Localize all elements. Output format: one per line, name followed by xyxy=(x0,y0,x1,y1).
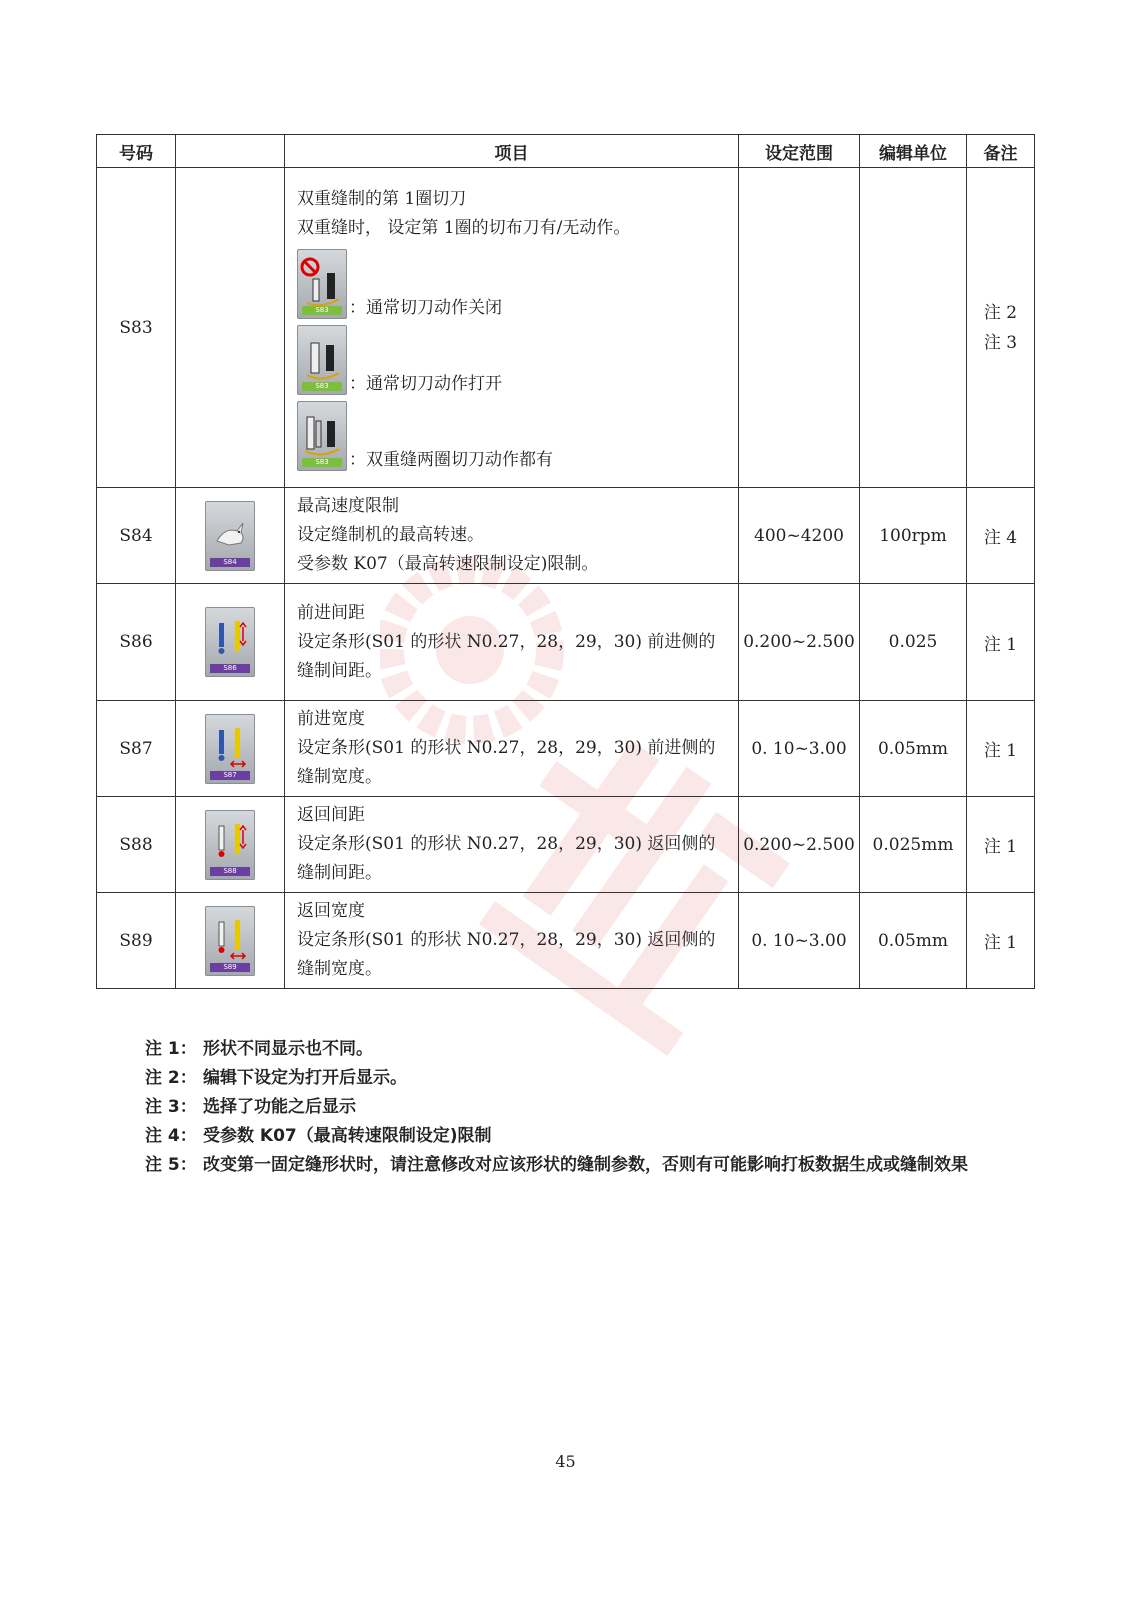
row-code: S84 xyxy=(97,488,176,584)
footnote xyxy=(145,1122,1035,1151)
row-title: 返回间距 xyxy=(297,805,365,825)
row-icon-cell xyxy=(176,701,285,797)
table-row xyxy=(97,168,1035,488)
table-row xyxy=(97,893,1035,989)
row-note: 注 1 xyxy=(967,701,1035,797)
row-unit: 100rpm xyxy=(860,488,967,584)
option-knife-off xyxy=(297,249,728,319)
footnote xyxy=(145,1093,1035,1122)
header-notes: 备注 xyxy=(967,135,1035,168)
parameter-table xyxy=(96,134,1035,989)
footnote-text: 形状不同显示也不同。 xyxy=(203,1039,373,1059)
icon-tag: S83 xyxy=(302,306,342,315)
forward-pitch-icon xyxy=(205,607,255,677)
row-description xyxy=(285,797,739,893)
footnote xyxy=(145,1064,1035,1093)
footnote-key: 注 1： xyxy=(145,1039,197,1059)
row-notes xyxy=(967,168,1035,488)
table-row xyxy=(97,797,1035,893)
footnotes xyxy=(145,1035,1035,1180)
row-note: 注 3 xyxy=(983,332,1018,353)
row-title: 双重缝制的第 1圈切刀 xyxy=(297,188,467,209)
option-label: ：通常切刀动作关闭 xyxy=(349,297,502,318)
row-range: 0. 10~3.00 xyxy=(739,893,860,989)
header-item: 项目 xyxy=(285,135,739,168)
row-description xyxy=(285,701,739,797)
icon-tag: S86 xyxy=(210,664,250,673)
row-range: 400~4200 xyxy=(739,488,860,584)
row-range: 0.200~2.500 xyxy=(739,797,860,893)
row-code: S83 xyxy=(97,168,176,488)
return-width-icon xyxy=(205,906,255,976)
footnote-text: 选择了功能之后显示 xyxy=(203,1097,356,1117)
knife-both-icon xyxy=(297,401,347,471)
knife-on-icon xyxy=(297,325,347,395)
row-unit: 0.05mm xyxy=(860,893,967,989)
option-knife-both xyxy=(297,401,728,471)
row-note: 注 1 xyxy=(967,893,1035,989)
icon-tag: S88 xyxy=(210,867,250,876)
forward-width-icon xyxy=(205,714,255,784)
row-range xyxy=(739,168,860,488)
row-description xyxy=(285,168,739,488)
row-range: 0. 10~3.00 xyxy=(739,701,860,797)
row-code: S86 xyxy=(97,584,176,701)
row-note: 注 1 xyxy=(967,797,1035,893)
header-range: 设定范围 xyxy=(739,135,860,168)
row-unit: 0.025mm xyxy=(860,797,967,893)
row-title: 最高速度限制 xyxy=(297,496,399,516)
row-desc-line: 设定缝制机的最高转速。 xyxy=(297,525,484,545)
footnote-key: 注 5： xyxy=(145,1155,197,1175)
option-knife-on xyxy=(297,325,728,395)
row-title: 前进宽度 xyxy=(297,709,365,729)
header-icon xyxy=(176,135,285,168)
icon-tag: S87 xyxy=(210,771,250,780)
row-icon-cell xyxy=(176,893,285,989)
row-icon-cell xyxy=(176,584,285,701)
table-row xyxy=(97,701,1035,797)
row-desc-line: 设定条形(S01 的形状 N0.27，28，29，30) 返回侧的缝制间距。 xyxy=(297,834,716,883)
footnote-text: 改变第一固定缝形状时，请注意修改对应该形状的缝制参数，否则有可能影响打板数据生成或缝制效果 xyxy=(203,1155,968,1175)
row-note: 注 1 xyxy=(967,584,1035,701)
row-code: S88 xyxy=(97,797,176,893)
option-label: ：双重缝两圈切刀动作都有 xyxy=(349,449,553,470)
row-code: S87 xyxy=(97,701,176,797)
row-title: 前进间距 xyxy=(297,602,365,623)
row-desc: 双重缝时， 设定第 1圈的切布刀有/无动作。 xyxy=(297,217,631,238)
row-description xyxy=(285,584,739,701)
footnote xyxy=(145,1035,1035,1064)
table-row xyxy=(97,488,1035,584)
row-code: S89 xyxy=(97,893,176,989)
row-description xyxy=(285,488,739,584)
icon-tag: S89 xyxy=(210,963,250,972)
row-desc-line: 设定条形(S01 的形状 N0.27，28，29，30) 前进侧的缝制间距。 xyxy=(297,631,716,681)
knife-off-icon xyxy=(297,249,347,319)
row-desc-line: 设定条形(S01 的形状 N0.27，28，29，30) 前进侧的缝制宽度。 xyxy=(297,738,716,787)
row-note: 注 4 xyxy=(967,488,1035,584)
option-label: ：通常切刀动作打开 xyxy=(349,373,502,394)
row-title: 返回宽度 xyxy=(297,901,365,921)
row-desc-line: 设定条形(S01 的形状 N0.27，28，29，30) 返回侧的缝制宽度。 xyxy=(297,930,716,979)
icon-tag: S84 xyxy=(210,558,250,567)
row-icon-cell xyxy=(176,488,285,584)
row-unit xyxy=(860,168,967,488)
footnote-text: 受参数 K07（最高转速限制设定)限制 xyxy=(203,1126,492,1146)
table-header-row xyxy=(97,135,1035,168)
header-unit: 编辑单位 xyxy=(860,135,967,168)
footnote xyxy=(145,1151,1035,1180)
footnote-key: 注 2： xyxy=(145,1068,197,1088)
row-icon-cell xyxy=(176,797,285,893)
footnote-key: 注 4： xyxy=(145,1126,197,1146)
row-icon-cell xyxy=(176,168,285,488)
row-unit: 0.05mm xyxy=(860,701,967,797)
icon-tag: S83 xyxy=(302,382,342,391)
page-number: 45 xyxy=(555,1452,576,1471)
header-code: 号码 xyxy=(97,135,176,168)
row-description xyxy=(285,893,739,989)
footnote-text: 编辑下设定为打开后显示。 xyxy=(203,1068,407,1088)
row-desc-line: 受参数 K07（最高转速限制设定)限制。 xyxy=(297,554,599,574)
row-range: 0.200~2.500 xyxy=(739,584,860,701)
return-pitch-icon xyxy=(205,810,255,880)
row-unit: 0.025 xyxy=(860,584,967,701)
row-note: 注 2 xyxy=(983,302,1018,323)
icon-tag: S83 xyxy=(302,458,342,467)
footnote-key: 注 3： xyxy=(145,1097,197,1117)
rabbit-speed-icon xyxy=(205,501,255,571)
table-row xyxy=(97,584,1035,701)
